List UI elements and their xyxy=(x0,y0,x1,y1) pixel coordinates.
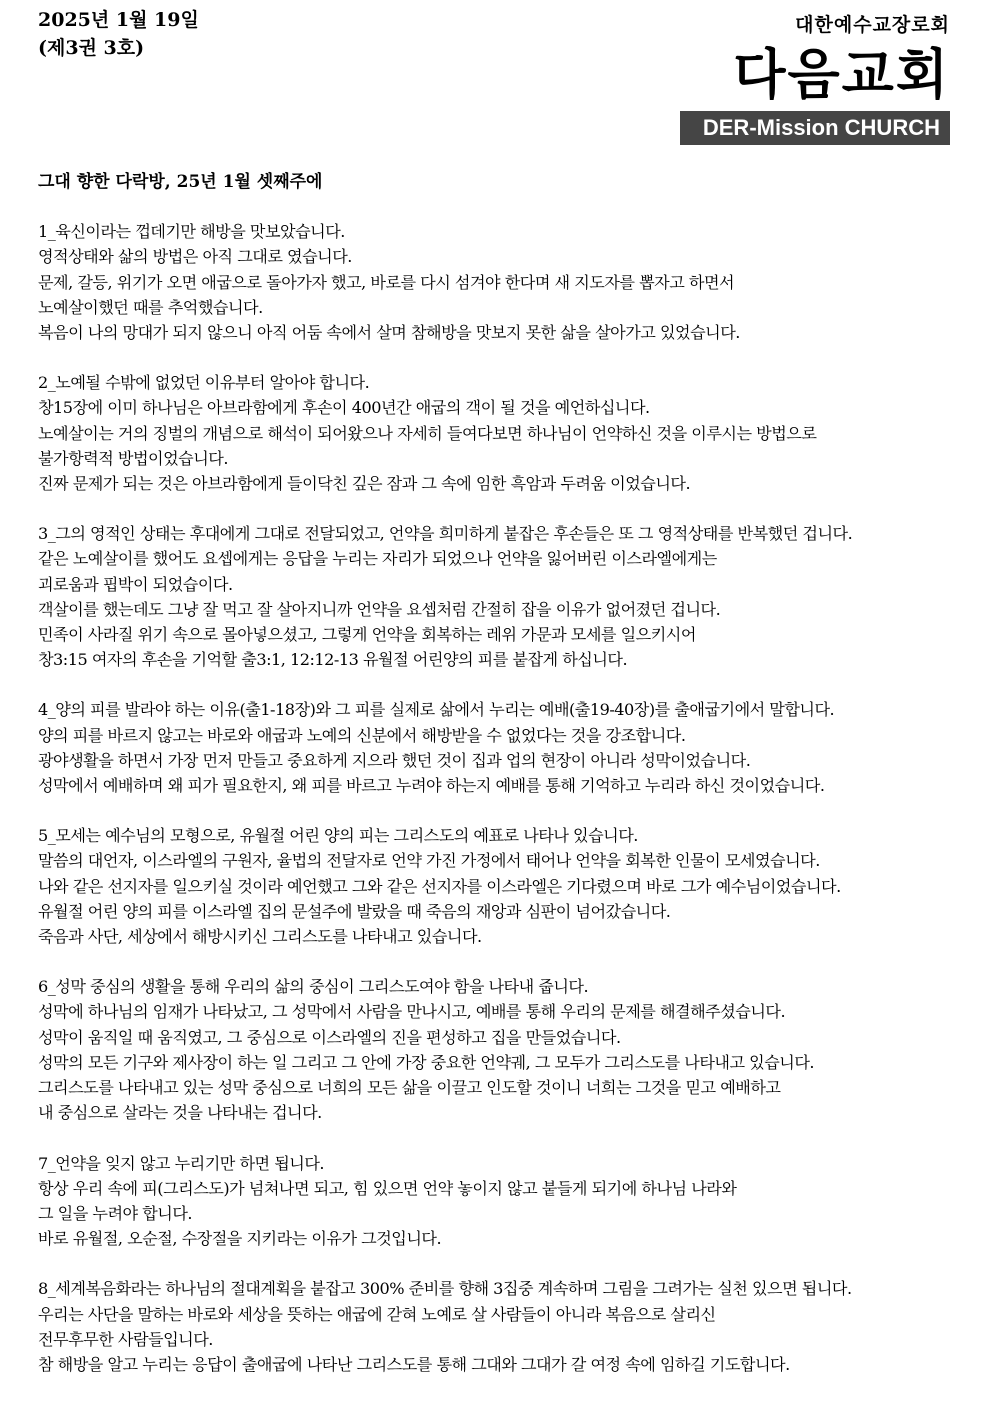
section-line: 영적상태와 삶의 방법은 아직 그대로 였습니다. xyxy=(38,247,352,267)
section-line: 그 일을 누려야 합니다. xyxy=(38,1203,193,1223)
bulletin-body xyxy=(38,170,958,1402)
denomination: 대한예수교장로회 xyxy=(795,14,950,36)
section-line: 2_노예될 수밖에 없었던 이유부터 알아야 합니다. xyxy=(38,373,370,393)
section-line: 나와 같은 선지자를 일으키실 것이라 예언했고 그와 같은 선지자를 이스라엘은 기다렸으며 바로 그가 예수님이었습니다. xyxy=(38,876,841,896)
section-4 xyxy=(38,697,958,798)
issue-date: 2025년 1월 19일 xyxy=(38,9,199,31)
issue-number: (제3권 3호) xyxy=(38,37,145,59)
section-line: 노예살이는 거의 징벌의 개념으로 해석이 되어왔으나 자세히 들여다보면 하나님이 언약하신 것을 이루시는 방법으로 xyxy=(38,423,817,443)
section-line: 말씀의 대언자, 이스라엘의 구원자, 율법의 전달자로 언약 가진 가정에서 태어나 언약을 회복한 인물이 모세였습니다. xyxy=(38,851,820,871)
section-line: 복음이 나의 망대가 되지 않으니 아직 어둠 속에서 살며 참해방을 맛보지 못한 삶을 살아가고 있었습니다. xyxy=(38,323,740,343)
section-line: 창3:15 여자의 후손을 기억할 출3:1, 12:12-13 유월절 어린양의 피를 붙잡게 하십니다. xyxy=(38,650,628,670)
section-7 xyxy=(38,1151,958,1252)
section-8 xyxy=(38,1276,958,1377)
section-line: 전무후무한 사람들입니다. xyxy=(38,1329,213,1349)
section-1 xyxy=(38,219,958,345)
section-5 xyxy=(38,823,958,949)
section-line: 내 중심으로 살라는 것을 나타내는 겁니다. xyxy=(38,1103,322,1123)
section-line: 3_그의 영적인 상태는 후대에게 그대로 전달되었고, 언약을 희미하게 붙잡은 후손들은 또 그 영적상태를 반복했던 겁니다. xyxy=(38,524,853,544)
bulletin-heading: 그대 향한 다락방, 25년 1월 셋째주에 xyxy=(38,172,323,192)
section-line: 문제, 갈등, 위기가 오면 애굽으로 돌아가자 했고, 바로를 다시 섬겨야 한다며 새 지도자를 뽑자고 하면서 xyxy=(38,272,735,292)
section-6 xyxy=(38,974,958,1125)
church-name-english: DER-Mission CHURCH xyxy=(680,111,950,145)
section-line: 창15장에 이미 하나님은 아브라함에게 후손이 400년간 애굽의 객이 될 것을 예언하십니다. xyxy=(38,398,650,418)
section-line: 객살이를 했는데도 그냥 잘 먹고 잘 살아지니까 언약을 요셉처럼 간절히 잡을 이유가 없어졌던 겁니다. xyxy=(38,599,721,619)
church-brand xyxy=(680,12,950,145)
section-line: 불가항력적 방법이었습니다. xyxy=(38,448,228,468)
section-line: 항상 우리 속에 피(그리스도)가 넘쳐나면 되고, 힘 있으면 언약 놓이지 않고 붙들게 되기에 하나님 나라와 xyxy=(38,1178,737,1198)
section-line: 죽음과 사단, 세상에서 해방시키신 그리스도를 나타내고 있습니다. xyxy=(38,927,482,947)
section-line: 그리스도를 나타내고 있는 성막 중심으로 너희의 모든 삶을 이끌고 인도할 것이니 너희는 그것을 믿고 예배하고 xyxy=(38,1078,781,1098)
section-line: 광야생활을 하면서 가장 먼저 만들고 중요하게 지으라 했던 것이 집과 업의 현장이 아니라 성막이었습니다. xyxy=(38,750,751,770)
section-line: 성막의 모든 기구와 제사장이 하는 일 그리고 그 안에 가장 중요한 언약궤, 그 모두가 그리스도를 나타내고 있습니다. xyxy=(38,1052,815,1072)
section-line: 양의 피를 바르지 않고는 바로와 애굽과 노예의 신분에서 해방받을 수 없었다는 것을 강조합니다. xyxy=(38,725,686,745)
section-2 xyxy=(38,370,958,496)
section-line: 4_양의 피를 발라야 하는 이유(출1-18장)와 그 피를 실제로 삶에서 누리는 예배(출19-40장)를 출애굽기에서 말합니다. xyxy=(38,700,835,720)
section-line: 노예살이했던 때를 추억했습니다. xyxy=(38,297,263,317)
section-line: 6_성막 중심의 생활을 통해 우리의 삶의 중심이 그리스도여야 함을 나타내 줍니다. xyxy=(38,977,589,997)
section-line: 1_육신이라는 껍데기만 해방을 맛보았습니다. xyxy=(38,222,345,242)
section-line: 진짜 문제가 되는 것은 아브라함에게 들이닥친 깊은 잠과 그 속에 임한 흑암과 두려움 이었습니다. xyxy=(38,474,691,494)
section-line: 같은 노예살이를 했어도 요셉에게는 응답을 누리는 자리가 되었으나 언약을 잃어버린 이스라엘에게는 xyxy=(38,549,717,569)
section-line: 7_언약을 잊지 않고 누리기만 하면 됩니다. xyxy=(38,1153,325,1173)
section-line: 유월절 어린 양의 피를 이스라엘 집의 문설주에 발랐을 때 죽음의 재앙과 심판이 넘어갔습니다. xyxy=(38,901,671,921)
section-line: 민족이 사라질 위기 속으로 몰아넣으셨고, 그렇게 언약을 회복하는 레위 가문과 모세를 일으키시어 xyxy=(38,625,696,645)
section-line: 8_세계복음화라는 하나님의 절대계획을 붙잡고 300% 준비를 향해 3집중 계속하며 그림을 그려가는 실천 있으면 됩니다. xyxy=(38,1279,852,1299)
section-line: 참 해방을 알고 누리는 응답이 출애굽에 나타난 그리스도를 통해 그대와 그대가 갈 여정 속에 임하길 기도합니다. xyxy=(38,1354,790,1374)
section-line: 성막에 하나님의 임재가 나타났고, 그 성막에서 사람을 만나시고, 예배를 통해 우리의 문제를 해결해주셨습니다. xyxy=(38,1002,786,1022)
section-line: 성막이 움직일 때 움직였고, 그 중심으로 이스라엘의 진을 편성하고 집을 만들었습니다. xyxy=(38,1027,621,1047)
section-line: 성막에서 예배하며 왜 피가 필요한지, 왜 피를 바르고 누려야 하는지 예배를 통해 기억하고 누리라 하신 것이었습니다. xyxy=(38,776,825,796)
section-3 xyxy=(38,521,958,672)
date-block xyxy=(38,6,199,62)
section-line: 5_모세는 예수님의 모형으로, 유월절 어린 양의 피는 그리스도의 예표로 나타나 있습니다. xyxy=(38,826,638,846)
section-line: 바로 유월절, 오순절, 수장절을 지키라는 이유가 그것입니다. xyxy=(38,1229,442,1249)
section-line: 괴로움과 핍박이 되었습이다. xyxy=(38,574,233,594)
sections-container xyxy=(38,219,958,1377)
section-line: 우리는 사단을 말하는 바로와 세상을 뜻하는 애굽에 갇혀 노예로 살 사람들이 아니라 복음으로 살리신 xyxy=(38,1304,716,1324)
church-name: 다음교회 xyxy=(733,43,950,106)
